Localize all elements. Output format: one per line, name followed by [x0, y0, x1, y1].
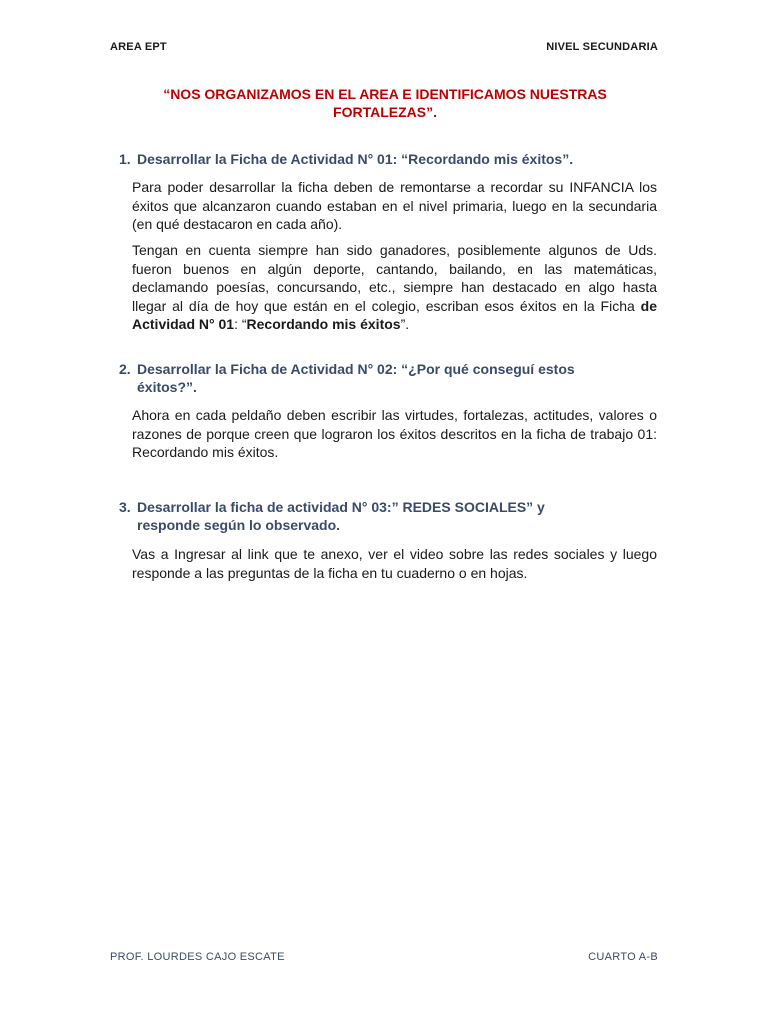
document-title: “NOS ORGANIZAMOS EN EL AREA E IDENTIFICAMOS NUESTRAS FORTALEZAS”.	[163, 86, 607, 120]
item-3-heading	[119, 498, 657, 534]
item-2-number: 2.	[119, 361, 131, 377]
item-1-number: 1.	[119, 151, 131, 167]
item-1-paragraph-2	[132, 241, 657, 334]
item-3-heading-line2: responde según lo observado.	[137, 517, 341, 533]
item-2-heading-line1: Desarrollar la Ficha de Actividad N° 02: “¿Por qué conseguí estos	[137, 361, 575, 377]
item-1-paragraph-2-text: Tengan en cuenta siempre han sido ganadores, posiblemente algunos de Uds. fueron buenos en algún deporte, cantando, bailando, en las matemáticas, declamando poesías, concursando, etc., siempre han destacado en algo hasta llegar al día de hoy que están en el colegio, escriban esos éxitos en la Ficha	[132, 242, 657, 314]
item-2-heading-line2: éxitos?”.	[137, 379, 197, 395]
item-1-paragraph-2-mid: : “	[234, 316, 247, 332]
item-3-number: 3.	[119, 499, 131, 515]
header-area: AREA EPT	[110, 41, 167, 53]
item-2-paragraph: Ahora en cada peldaño deben escribir las virtudes, fortalezas, actitudes, valores o razones de porque creen que lograron los éxitos descritos en la ficha de trabajo 01: Recordando mis éxitos.	[132, 407, 657, 460]
item-3-paragraph: Vas a Ingresar al link que te anexo, ver el video sobre las redes sociales y luego responde a las preguntas de la ficha en tu cuaderno o en hojas.	[132, 546, 657, 581]
footer-teacher: PROF. LOURDES CAJO ESCATE	[110, 951, 285, 963]
footer-grade: CUARTO A-B	[588, 951, 658, 963]
item-1-heading-text: Desarrollar la Ficha de Actividad N° 01: “Recordando mis éxitos”.	[137, 151, 574, 167]
item-2-heading	[119, 360, 657, 396]
item-1-paragraph-1: Para poder desarrollar la ficha deben de remontarse a recordar su INFANCIA los éxitos que alcanzaron cuando estaban en el nivel primaria, luego en la secundaria (en qué destacaron en cada año).	[132, 179, 657, 232]
item-1-heading	[119, 150, 657, 168]
item-1-bold-title: Recordando mis éxitos	[246, 316, 401, 332]
item-1-bold-activity: de Actividad N° 01	[132, 297, 657, 332]
item-1-paragraph-2-end: ”.	[400, 316, 410, 332]
header-level: NIVEL SECUNDARIA	[546, 41, 658, 53]
item-3-heading-line1: Desarrollar la ficha de actividad N° 03:” REDES SOCIALES” y	[137, 499, 545, 515]
